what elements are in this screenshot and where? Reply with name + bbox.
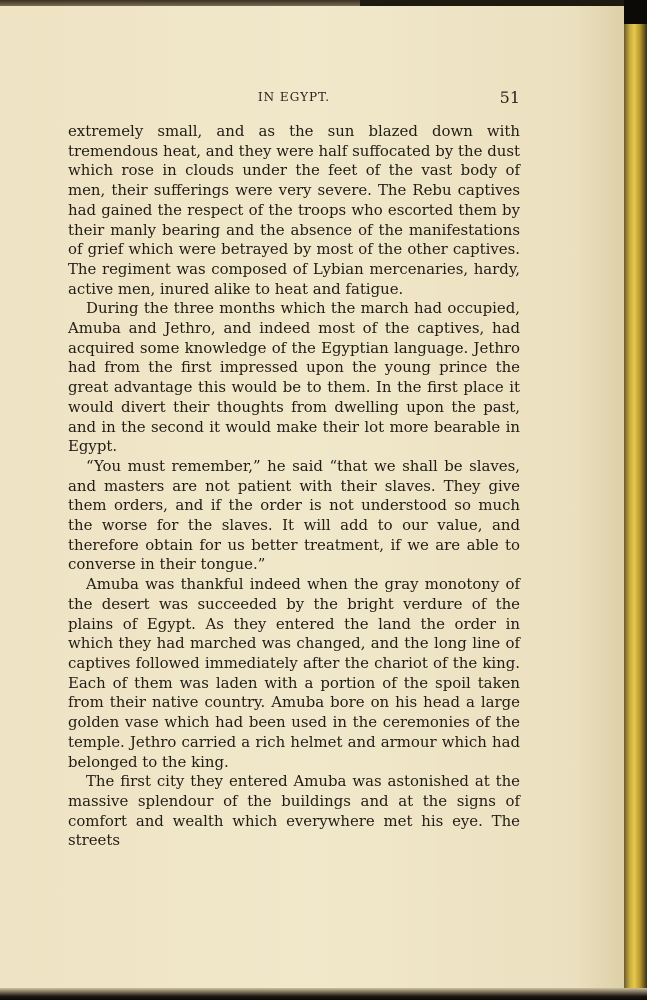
spine-top-shadow	[624, 0, 647, 24]
book-spine-gutter	[624, 0, 647, 1000]
paragraph: Amuba was thankful indeed when the gray monotony of the desert was succeeded by the bright verdure of the plains of Egypt. As they entered the land the order in which they had marched was changed, and the long line of captives followed immediately after the chariot of the king. Each of them was laden with a portion of the spoil taken from their native country. Amuba bore on his head a large golden vase which had been used in the ceremonies of the temple. Jethro carried a rich helmet and armour which had belonged to the king.	[68, 575, 520, 771]
page-number: 51	[499, 88, 520, 107]
paragraph: The first city they entered Amuba was astonished at the massive splendour of the buildings and at the signs of comfort and wealth which everywhere met his eye. The streets	[68, 772, 520, 850]
paragraph: “You must remember,” he said “that we shall be slaves, and masters are not patient with their slaves. They give them orders, and if the order is not understood so much the worse for the slaves. It will add to our value, and therefore obtain for us better treatment, if we are able to converse in their tongue.”	[68, 456, 520, 574]
body-text	[68, 122, 520, 851]
header-title: IN EGYPT.	[257, 90, 331, 104]
running-head	[68, 90, 520, 112]
paragraph: During the three months which the march had occupied, Amuba and Jethro, and indeed most of the captives, had acquired some knowledge of the Egyptian language. Jethro had from the first impressed upon the young prince the great advantage this would be to them. In the first place it would divert their thoughts from dwelling upon the past, and in the second it would make their lot more bearable in Egypt.	[68, 299, 520, 456]
paragraph: extremely small, and as the sun blazed down with tremendous heat, and they were half suffocated by the dust which rose in clouds under the feet of the vast body of men, their sufferings were very severe. The Rebu captives had gained the respect of the troops who escorted them by their manly bearing and the absence of the manifestations of grief which were betrayed by most of the other captives. The regiment was composed of Lybian mercenaries, hardy, active men, inured alike to heat and fatigue.	[68, 122, 520, 298]
page-bottom-edge	[0, 988, 647, 1000]
